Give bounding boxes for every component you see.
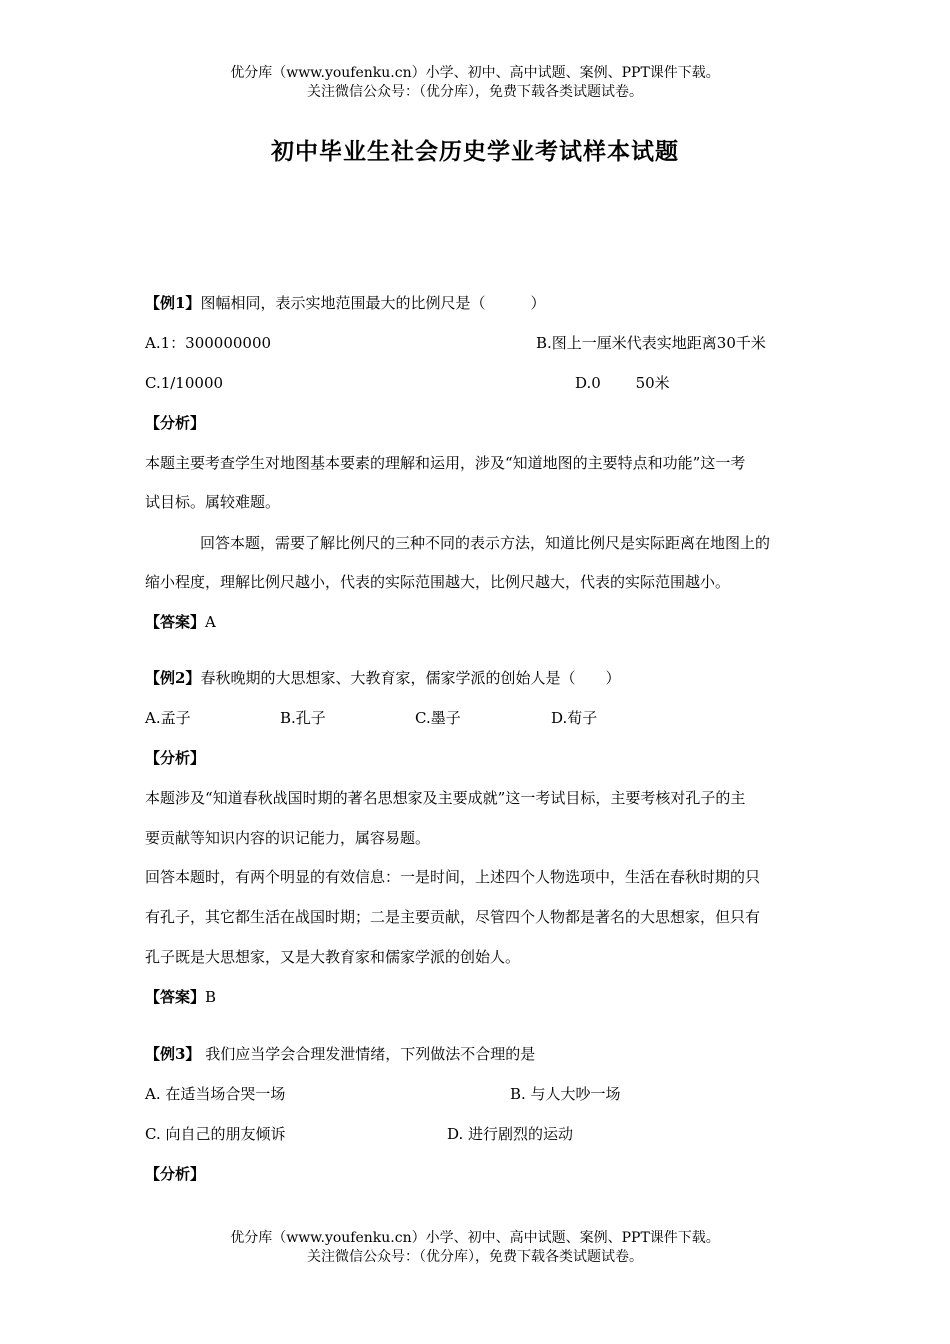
example-2-analysis-label: 【分析】	[145, 749, 206, 767]
example-2-question-text: 春秋晚期的大思想家、大教育家，儒家学派的创始人是（ ）	[200, 669, 621, 687]
example-2-question	[145, 668, 620, 688]
example-1-option-d: D.0 50米	[575, 374, 670, 392]
example-1-analysis-line: 缩小程度，理解比例尺越小，代表的实际范围越大，比例尺越大，代表的实际范围越小。	[145, 573, 731, 591]
example-3-question-text: 我们应当学会合理发泄情绪，下列做法不合理的是	[200, 1045, 536, 1063]
example-3-question	[145, 1044, 535, 1064]
example-1-answer-value: A	[205, 613, 216, 631]
example-1-analysis-line: 回答本题，需要了解比例尺的三种不同的表示方法，知道比例尺是实际距离在地图上的	[200, 534, 771, 552]
page-header	[0, 64, 950, 102]
example-1-option-c: C.1/10000	[145, 374, 224, 392]
example-3-option-d: D. 进行剧烈的运动	[447, 1125, 574, 1143]
page-title: 初中毕业生社会历史学业考试样本试题	[271, 138, 679, 165]
header-line-2: 关注微信公众号：（优分库），免费下载各类试题试卷。	[307, 84, 643, 100]
example-3-option-b: B. 与人大吵一场	[510, 1085, 621, 1103]
example-3-analysis-label: 【分析】	[145, 1165, 206, 1183]
example-1-answer	[145, 612, 216, 632]
example-2-option-d: D.荀子	[551, 709, 598, 727]
page-footer	[0, 1229, 950, 1267]
footer-line-1: 优分库（www.youfenku.cn）小学、初中、高中试题、案例、PPT课件下载。	[230, 1230, 720, 1246]
example-2-analysis-line: 有孔子，其它都生活在战国时期；二是主要贡献，尽管四个人物都是著名的大思想家，但只有	[145, 908, 761, 926]
example-1-question	[145, 293, 545, 313]
example-2-answer-value: B	[205, 988, 217, 1006]
example-2-analysis-line: 本题涉及“知道春秋战国时期的著名思想家及主要成就”这一考试目标，主要考核对孔子的主	[145, 789, 746, 807]
example-1-answer-label: 【答案】	[145, 613, 206, 631]
example-1-option-b: B.图上一厘米代表实地距离30千米	[536, 334, 766, 352]
example-1-question-text: 图幅相同，表示实地范围最大的比例尺是（ ）	[200, 294, 546, 312]
footer-line-2: 关注微信公众号：（优分库），免费下载各类试题试卷。	[307, 1249, 643, 1265]
example-3-option-c: C. 向自己的朋友倾诉	[145, 1125, 286, 1143]
example-2-label: 【例2】	[145, 669, 201, 687]
example-2-option-c: C.墨子	[415, 709, 461, 727]
example-3-option-a: A. 在适当场合哭一场	[145, 1085, 286, 1103]
example-2-analysis-line: 孔子既是大思想家，又是大教育家和儒家学派的创始人。	[145, 948, 521, 966]
example-1-label: 【例1】	[145, 294, 201, 312]
example-2-answer-label: 【答案】	[145, 988, 206, 1006]
example-2-analysis-line: 要贡献等知识内容的识记能力，属容易题。	[145, 829, 431, 847]
example-2-option-b: B.孔子	[280, 709, 326, 727]
header-line-1: 优分库（www.youfenku.cn）小学、初中、高中试题、案例、PPT课件下载。	[230, 65, 720, 81]
example-1-option-a: A.1：300000000	[145, 334, 272, 352]
example-3-label: 【例3】	[145, 1045, 201, 1063]
example-1-analysis-label: 【分析】	[145, 414, 206, 432]
example-1-analysis-line: 试目标。属较难题。	[145, 493, 281, 511]
example-2-option-a: A.孟子	[145, 709, 191, 727]
example-1-analysis-line: 本题主要考查学生对地图基本要素的理解和运用，涉及“知道地图的主要特点和功能”这一考	[145, 454, 746, 472]
example-2-answer	[145, 987, 216, 1007]
example-2-analysis-line: 回答本题时，有两个明显的有效信息：一是时间，上述四个人物选项中，生活在春秋时期的只	[145, 868, 761, 886]
